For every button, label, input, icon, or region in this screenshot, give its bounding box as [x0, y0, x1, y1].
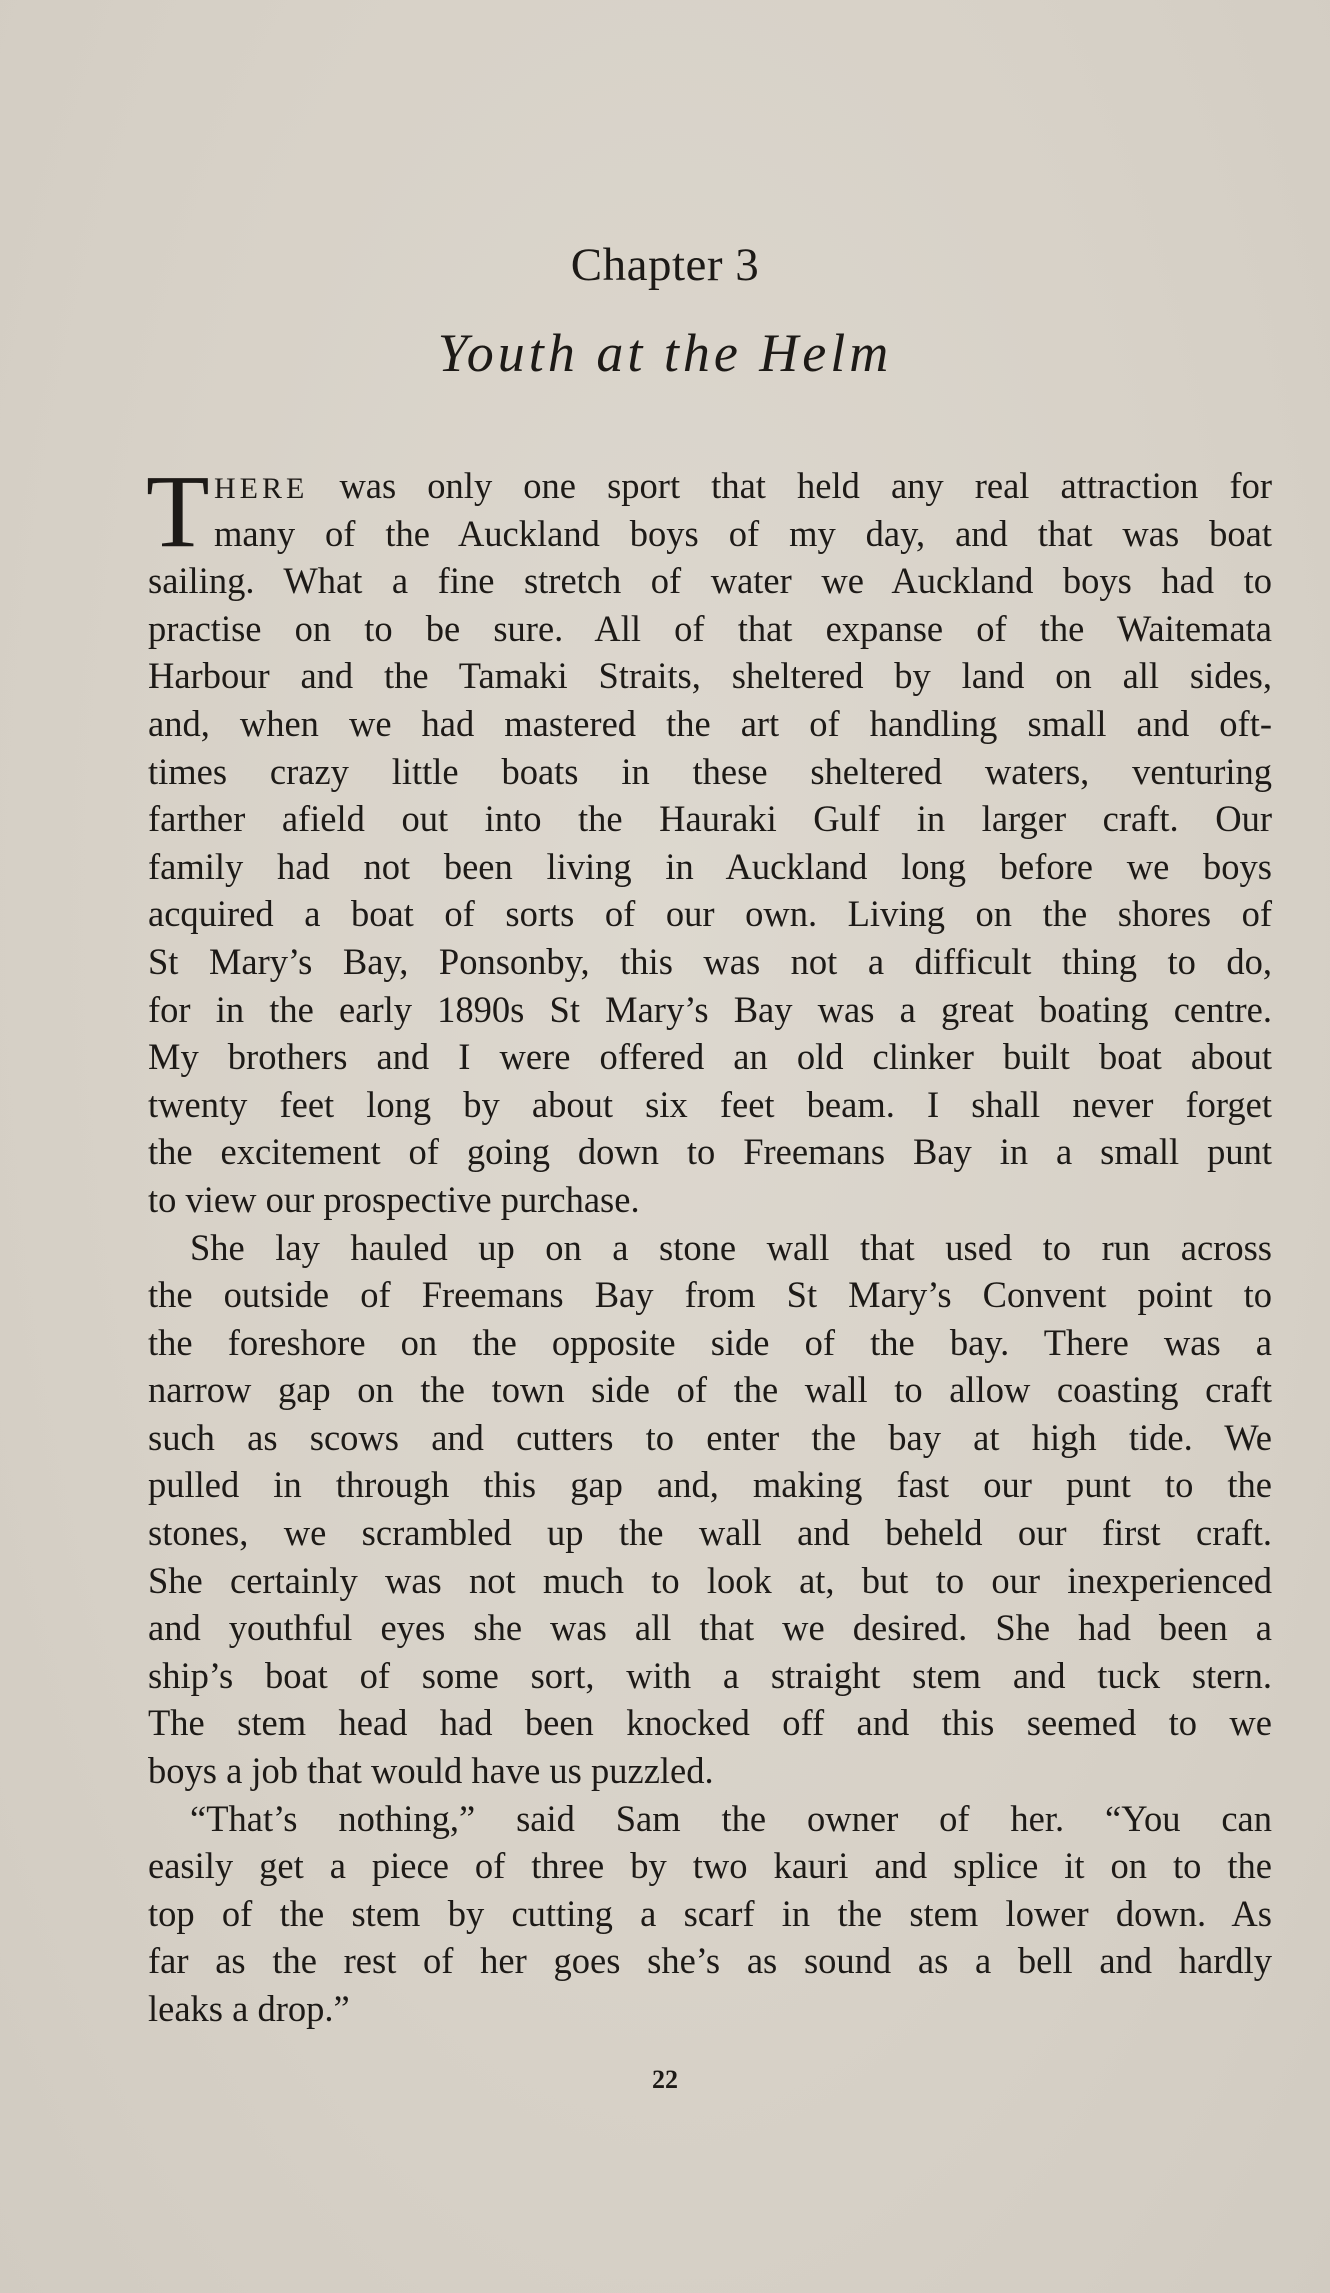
text-line: easily get a piece of three by two kauri and splice it on to the: [148, 1845, 1272, 1887]
paragraph-1: [146, 454, 1273, 1224]
text-line: She certainly was not much to look at, but to our inexperienced: [148, 1559, 1272, 1601]
text-line: the excitement of going down to Freemans Bay in a small punt: [148, 1131, 1272, 1173]
paragraph-3: [148, 1795, 1272, 2033]
text-line: many of the Auckland boys of my day, and that was boat: [214, 512, 1272, 554]
text-line: sailing. What a fine stretch of water we Auckland boys had to: [148, 560, 1272, 602]
chapter-title: Youth at the Helm: [437, 323, 893, 383]
text-line: stones, we scrambled up the wall and beheld our first craft.: [148, 1512, 1272, 1554]
text-line: The stem head had been knocked off and this seemed to we: [148, 1702, 1272, 1744]
text-line: St Mary’s Bay, Ponsonby, this was not a difficult thing to do,: [148, 940, 1272, 982]
page-number: 22: [652, 2065, 678, 2094]
text-line: far as the rest of her goes she’s as sound as a bell and hardly: [148, 1940, 1272, 1982]
text-line: pulled in through this gap and, making fast our punt to the: [148, 1464, 1272, 1506]
text-line: practise on to be sure. All of that expanse of the Waitemata: [148, 607, 1272, 649]
text-line: acquired a boat of sorts of our own. Living on the shores of: [148, 893, 1272, 935]
drop-cap: T: [146, 454, 210, 569]
small-caps-word: HERE: [214, 472, 309, 505]
text-line: farther afield out into the Hauraki Gulf in larger craft. Our: [148, 798, 1272, 840]
text-line: leaks a drop.”: [148, 1988, 350, 2029]
text-line: the outside of Freemans Bay from St Mary’s Convent point to: [148, 1274, 1272, 1316]
chapter-number: Chapter 3: [570, 239, 760, 291]
text-line: and youthful eyes she was all that we desired. She had been a: [148, 1607, 1272, 1649]
text-line: to view our prospective purchase.: [148, 1178, 640, 1220]
text-line: the foreshore on the opposite side of the bay. There was a: [148, 1321, 1272, 1363]
text-line: She lay hauled up on a stone wall that used to run across: [190, 1226, 1272, 1268]
text-line: top of the stem by cutting a scarf in the stem lower down. As: [148, 1892, 1272, 1934]
text-line: narrow gap on the town side of the wall to allow coasting craft: [148, 1369, 1272, 1411]
text-line: and, when we had mastered the art of handling small and oft-: [148, 702, 1272, 744]
text-line: such as scows and cutters to enter the bay at high tide. We: [148, 1416, 1272, 1458]
text-line: HERE was only one sport that held any real attraction for: [214, 465, 1273, 506]
body-text: [146, 454, 1273, 2033]
paragraph-2: [148, 1224, 1272, 1795]
text-line: ship’s boat of some sort, with a straight stem and tuck stern.: [148, 1654, 1272, 1696]
text-line: boys a job that would have us puzzled.: [148, 1750, 714, 1792]
text-line: “That’s nothing,” said Sam the owner of her. “You can: [190, 1797, 1272, 1839]
text-line: for in the early 1890s St Mary’s Bay was a great boating centre.: [148, 988, 1272, 1030]
text-line: times crazy little boats in these sheltered waters, venturing: [148, 750, 1272, 792]
text-line: Harbour and the Tamaki Straits, sheltered by land on all sides,: [148, 655, 1272, 697]
text-line: twenty feet long by about six feet beam. I shall never forget: [148, 1083, 1272, 1125]
text-line: My brothers and I were offered an old clinker built boat about: [148, 1036, 1272, 1078]
text-line: family had not been living in Auckland long before we boys: [148, 845, 1272, 887]
